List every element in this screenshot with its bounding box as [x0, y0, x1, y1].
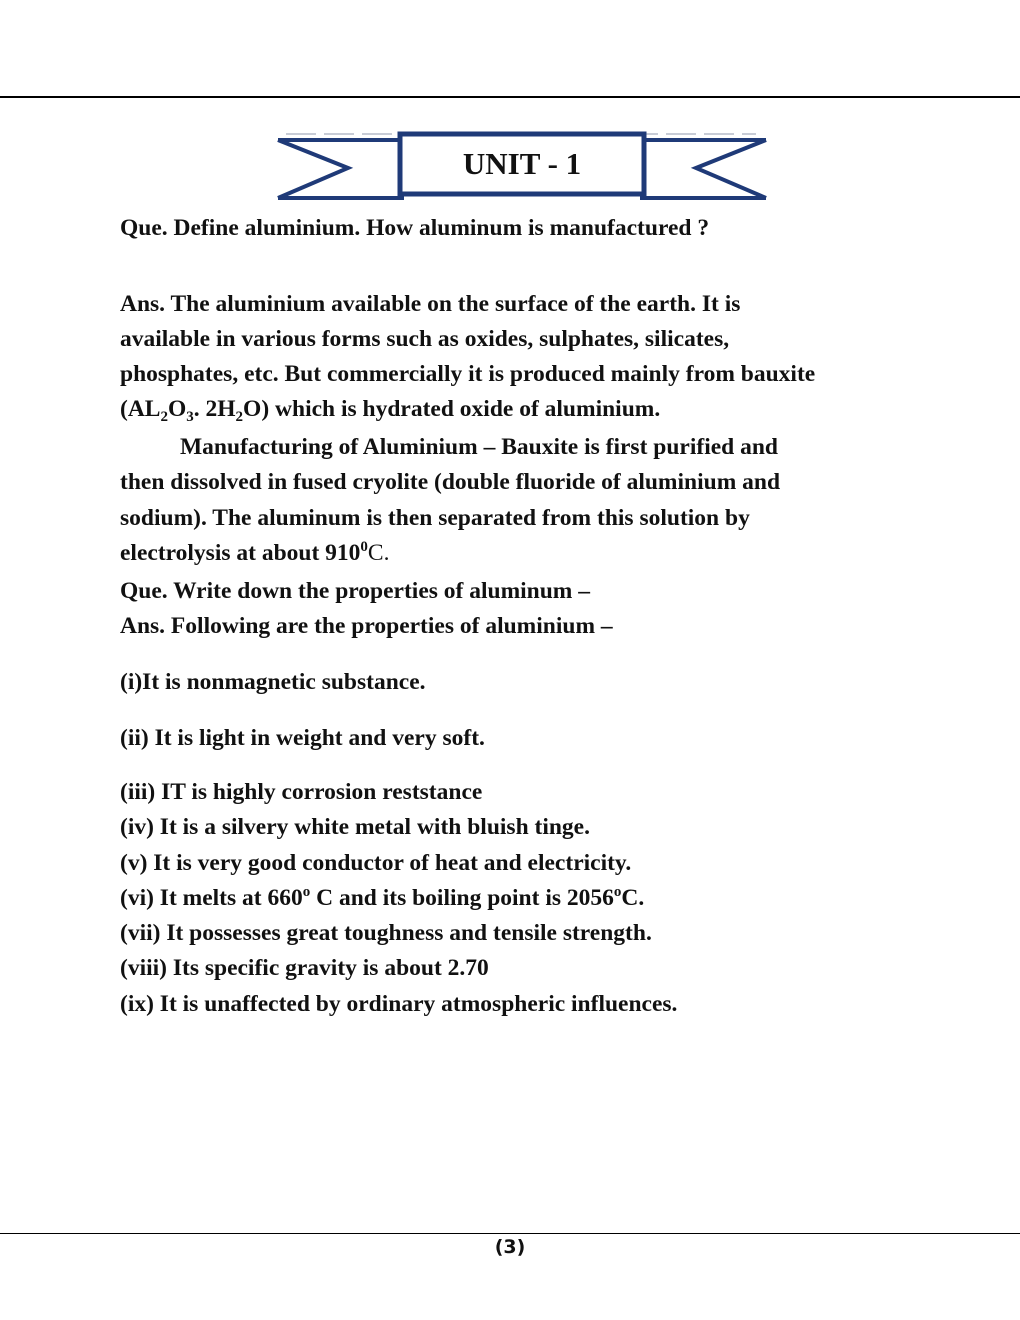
property-item: (vii) It possesses great toughness and tensile strength. — [120, 920, 652, 946]
electrolysis-temperature-line: electrolysis at about $910^0C$. — [120, 539, 390, 566]
property-item: (viii) Its specific gravity is about 2.70 — [120, 955, 489, 981]
manufacturing-line-3: sodium). The aluminum is then separated from this solution by — [120, 505, 750, 531]
bottom-rule — [0, 1233, 1020, 1234]
manufacturing-line-2: then dissolved in fused cryolite (double fluoride of aluminium and — [120, 469, 781, 495]
answer-1-line-1: Ans. The aluminium available on the surface of the earth. It is — [120, 291, 741, 317]
manufacturing-line-1: Manufacturing of Aluminium – Bauxite is first purified and — [180, 434, 778, 460]
bauxite-formula-line: ($AL_2O_3$. $2H_2O$) which is hydrated oxide of aluminium. — [120, 396, 661, 425]
property-item: (i)It is nonmagnetic substance. — [120, 669, 426, 695]
unit-title: UNIT - 1 — [462, 146, 582, 181]
question-2: Que. Write down the properties of aluminum – — [120, 578, 591, 604]
property-item: (v) It is very good conductor of heat and electricity. — [120, 850, 632, 876]
question-1: Que. Define aluminium. How aluminum is manufactured ? — [120, 215, 710, 241]
property-item: (iv) It is a silvery white metal with bluish tinge. — [120, 814, 590, 840]
unit-banner — [276, 128, 768, 206]
property-item: (ix) It is unaffected by ordinary atmospheric influences. — [120, 991, 678, 1017]
answer-2: Ans. Following are the properties of aluminium – — [120, 613, 613, 639]
property-item: (ii) It is light in weight and very soft. — [120, 725, 485, 751]
answer-1-line-3: phosphates, etc. But commercially it is produced mainly from bauxite — [120, 361, 816, 387]
top-rule — [0, 96, 1020, 98]
property-item: (iii) IT is highly corrosion reststance — [120, 779, 483, 805]
answer-1-line-2: available in various forms such as oxides, sulphates, silicates, — [120, 326, 730, 352]
page-number: (3) — [494, 1236, 526, 1258]
property-item-melting: (vi) It melts at 660$^o$ C and its boiling point is 2056$^o$C. — [120, 884, 645, 911]
